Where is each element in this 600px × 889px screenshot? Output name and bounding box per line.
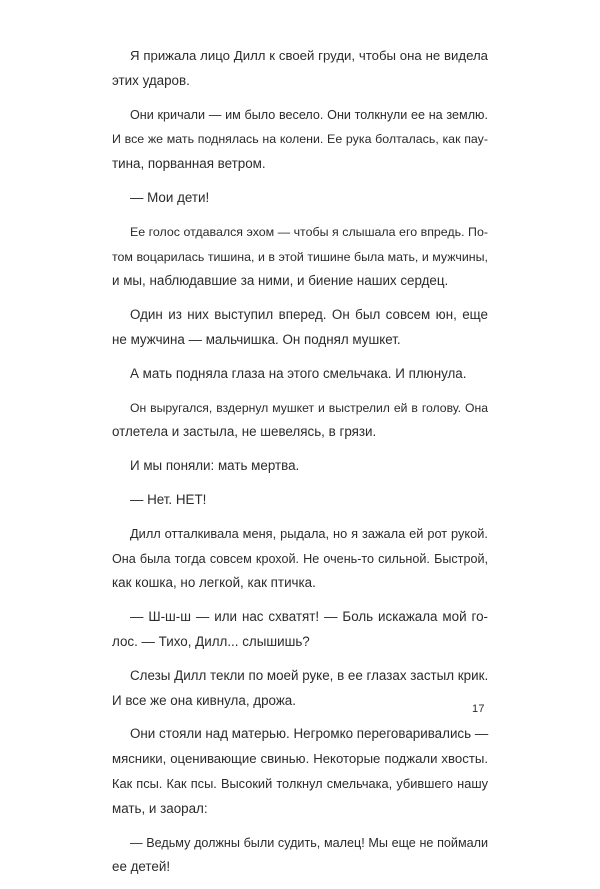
text-line: тина, порванная ветром. <box>112 156 266 172</box>
text-line: и мы, наблюдавшие за ними, и биение наших сердец. <box>112 273 449 289</box>
text-line: И все же она кивнула, дрожа. <box>112 692 296 708</box>
paragraph-1 <box>112 44 488 94</box>
text-line: И мы поняли: мать мертва. <box>130 458 300 474</box>
body-text <box>112 44 488 889</box>
paragraph-11 <box>112 605 488 655</box>
text-line: Я прижала лицо Дилл к своей груди, чтобы она не видела <box>130 48 488 63</box>
page-number: 17 <box>472 703 485 715</box>
text-line: Она была тогда совсем крохой. Не очень-то сильной. Быстрой, <box>112 551 488 566</box>
text-line: Они кричали — им было весело. Они толкнули ее на землю. <box>130 107 488 122</box>
text-line: не мужчина — мальчишка. Он поднял мушкет. <box>112 331 401 347</box>
text-line: ее детей! <box>112 859 171 875</box>
text-line: И все же мать поднялась на колени. Ее рука болталась, как пау- <box>112 132 488 147</box>
text-line: том воцарилась тишина, и в этой тишине была мать, и мужчины, <box>112 249 488 264</box>
paragraph-8 <box>112 454 488 479</box>
text-line: — Ш-ш-ш — или нас схватят! — Боль искажала мой го- <box>130 609 488 625</box>
text-line: А мать подняла глаза на этого смельчака. И плюнула. <box>130 365 467 381</box>
paragraph-3 <box>112 186 488 211</box>
text-line: Дилл отталкивала меня, рыдала, но я зажала ей рот рукой. <box>130 525 488 541</box>
text-line: как кошка, но легкой, как птичка. <box>112 575 316 591</box>
paragraph-4 <box>112 220 488 294</box>
paragraph-14 <box>112 831 488 881</box>
text-line: лос. — Тихо, Дилл... слышишь? <box>112 633 310 649</box>
paragraph-9 <box>112 488 488 513</box>
text-line: Слезы Дилл текли по моей руке, в ее глазах застыл крик. <box>130 667 489 683</box>
text-line: — Нет. НЕТ! <box>130 491 207 507</box>
text-line: — Мои дети! <box>130 189 210 205</box>
text-line: Как псы. Как псы. Высокий толкнул смельчака, убившего нашу <box>112 775 488 791</box>
text-line: Он выругался, вздернул мушкет и выстрелил ей в голову. Она <box>130 400 488 415</box>
paragraph-13 <box>112 722 488 821</box>
paragraph-12 <box>112 664 488 714</box>
text-line: этих ударов. <box>112 72 190 88</box>
text-line: Они стояли над матерью. Негромко переговаривались — <box>130 726 489 742</box>
paragraph-10 <box>112 522 488 596</box>
paragraph-5 <box>112 303 488 353</box>
text-line: мать, и заорал: <box>112 800 208 816</box>
paragraph-7 <box>112 396 488 446</box>
text-line: Один из них выступил вперед. Он был совсем юн, еще <box>130 307 488 323</box>
paragraph-2 <box>112 103 488 177</box>
paragraph-6 <box>112 362 488 387</box>
text-line: Ее голос отдавался эхом — чтобы я слышала его впредь. По- <box>130 224 488 239</box>
text-line: — Ведьму должны были судить, малец! Мы еще не поймали <box>130 835 488 850</box>
text-line: отлетела и застыла, не шевелясь, в грязи. <box>112 424 377 440</box>
text-line: мясники, оценивающие свинью. Некоторые поджали хвосты. <box>112 751 488 767</box>
